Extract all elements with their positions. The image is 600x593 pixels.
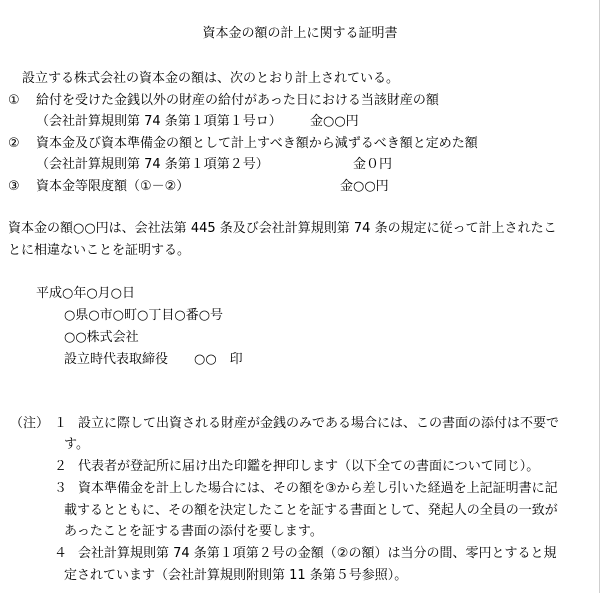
- certification-line-1: 資本金の額○○円は、会社法第 445 条及び会社計算規則第 74 条の規定に従って計上されたこ: [8, 221, 557, 236]
- item-2-sub: （会社計算規則第 74 条第１項第２号）: [36, 157, 269, 172]
- item-2-text: 資本金及び資本準備金の額として計上すべき額から減ずるべき額と定めた額: [36, 136, 478, 151]
- note-1-number: １: [54, 416, 68, 431]
- note-3-line-2: 載するとともに、その額を決定したことを証する書面として、発起人の全員の一致が: [64, 503, 558, 518]
- certification-line-2: とに相違ないことを証明する。: [8, 243, 191, 258]
- signature-date: 平成○年○月○日: [36, 286, 136, 301]
- note-4-number: ４: [54, 546, 68, 561]
- item-2-marker: ②: [8, 136, 20, 151]
- note-4-line-2: 定されています（会社計算規則附則第 11 条第５号参照）。: [64, 568, 408, 583]
- item-1-sub: （会社計算規則第 74 条第１項第１号ロ）: [36, 114, 282, 129]
- item-1-marker: ①: [8, 93, 20, 108]
- item-1-amount: 金○○円: [310, 114, 359, 129]
- signature-representative: 設立時代表取締役 ○○ 印: [64, 352, 243, 367]
- note-1-line-2: す。: [64, 437, 89, 452]
- item-3-marker: ③: [8, 179, 20, 194]
- note-2-line-1: 代表者が登記所に届け出た印鑑を押印します（以下全ての書面について同じ）。: [78, 459, 540, 474]
- document-title: 資本金の額の計上に関する証明書: [202, 26, 398, 41]
- note-4-line-1: 会社計算規則第 74 条第１項第２号の金額（②の額）は当分の間、零円とすると規: [78, 546, 557, 561]
- note-3-number: ３: [54, 481, 68, 496]
- note-3-line-1: 資本準備金を計上した場合には、その額を③から差し引いた経過を上記証明書に記: [78, 481, 558, 496]
- notes-label: （注）: [10, 416, 50, 431]
- item-2-amount: 金０円: [353, 157, 393, 172]
- note-1-line-1: 設立に際して出資される財産が金銭のみである場合には、この書面の添付は不要で: [78, 416, 560, 431]
- item-3-amount: 金○○円: [340, 179, 389, 194]
- item-3-text: 資本金等限度額（①－②）: [36, 179, 190, 194]
- note-3-line-3: あったことを証する書面の添付を要します。: [64, 524, 323, 539]
- note-2-number: ２: [54, 459, 68, 474]
- signature-address: ○県○市○町○丁目○番○号: [64, 308, 224, 323]
- intro-text: 設立する株式会社の資本金の額は、次のとおり計上されている。: [22, 71, 400, 86]
- item-1-text: 給付を受けた金銭以外の財産の給付があった日における当該財産の額: [36, 93, 439, 108]
- signature-company: ○○株式会社: [64, 330, 139, 345]
